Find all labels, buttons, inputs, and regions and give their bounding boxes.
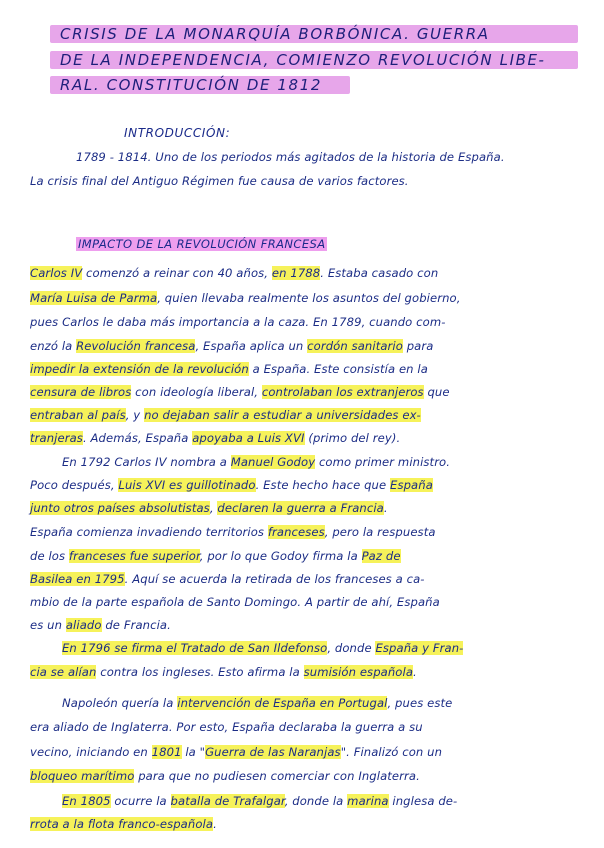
text-segment: María Luisa de Parma — [30, 291, 158, 305]
section-line — [62, 637, 463, 659]
section-line — [62, 451, 450, 473]
text-segment: inglesa de- — [388, 794, 458, 808]
text-segment: 1801 — [151, 745, 182, 759]
text-segment: no dejaban salir a estudiar a universidades ex- — [144, 408, 421, 422]
text-segment: marina — [347, 794, 389, 808]
section-line — [30, 521, 436, 543]
section-line — [30, 381, 450, 403]
text-segment: impedir la extensión de la revolución — [30, 362, 249, 376]
text-segment: entraban al país — [30, 408, 126, 422]
text-segment: , quien llevaba realmente los asuntos del gobierno, — [157, 291, 461, 305]
section-line — [30, 591, 440, 613]
text-segment: . Estaba casado con — [320, 266, 439, 280]
section-line — [30, 741, 442, 763]
title-line-1: CRISIS DE LA MONARQUÍA BORBÓNICA. GUERRA — [60, 25, 490, 43]
section-line — [30, 358, 428, 380]
section-line — [30, 474, 433, 496]
section-line — [30, 545, 401, 567]
text-segment: de los — [30, 549, 69, 563]
section-line — [30, 404, 421, 426]
text-segment: de Francia. — [101, 618, 171, 632]
text-segment: vecino, iniciando en — [30, 745, 152, 759]
text-segment: Luis XVI es guillotinado — [118, 478, 256, 492]
text-segment: censura de libros — [30, 385, 132, 399]
text-segment: ocurre la — [110, 794, 171, 808]
text-segment: , donde la — [284, 794, 348, 808]
text-segment: franceses — [267, 525, 325, 539]
text-segment: sumisión española — [303, 665, 414, 679]
text-segment: intervención de España en Portugal — [177, 696, 388, 710]
text-segment: a España. Este consistía en la — [248, 362, 428, 376]
text-segment: En 1805 — [62, 794, 111, 808]
text-segment: España y Fran- — [375, 641, 464, 655]
text-segment: , por lo que Godoy firma la — [199, 549, 362, 563]
section-line — [30, 287, 461, 309]
text-segment: enzó la — [30, 339, 77, 353]
text-segment: la " — [181, 745, 206, 759]
text-segment: . Además, España — [82, 431, 193, 445]
intro-line-2: La crisis final del Antiguo Régimen fue causa de varios factores. — [30, 174, 409, 188]
text-segment: Basilea en 1795 — [30, 572, 125, 586]
text-segment: con ideología liberal, — [131, 385, 262, 399]
text-segment: . — [383, 501, 388, 515]
text-segment: controlaban los extranjeros — [261, 385, 424, 399]
text-segment: para que no pudiesen comerciar con Inglaterra. — [134, 769, 420, 783]
text-segment: mbio de la parte española de Santo Domingo. A partir de ahí, España — [30, 595, 440, 609]
section-line — [30, 427, 400, 449]
text-segment: . Este hecho hace que — [255, 478, 391, 492]
text-segment: España — [390, 478, 433, 492]
text-segment: , pero la respuesta — [324, 525, 436, 539]
section-line — [62, 790, 457, 812]
text-segment: , España aplica un — [195, 339, 308, 353]
intro-heading: INTRODUCCIÓN: — [124, 126, 231, 140]
text-segment: España comienza invadiendo territorios — [30, 525, 268, 539]
text-segment: como primer ministro. — [315, 455, 451, 469]
text-segment: En 1792 Carlos IV nombra a — [62, 455, 231, 469]
text-segment: aliado — [65, 618, 102, 632]
text-segment: Revolución francesa — [76, 339, 196, 353]
text-segment: cia se alían — [30, 665, 97, 679]
text-segment: batalla de Trafalgar — [170, 794, 285, 808]
section-line — [62, 692, 452, 714]
text-segment: Guerra de las Naranjas — [205, 745, 341, 759]
text-segment: , — [209, 501, 218, 515]
text-segment: contra los ingleses. Esto afirma la — [96, 665, 304, 679]
text-segment: Carlos IV — [30, 266, 83, 280]
title-line-2: DE LA INDEPENDENCIA, COMIENZO REVOLUCIÓN LIBE- — [60, 51, 546, 69]
text-segment: , donde — [327, 641, 376, 655]
text-segment: (primo del rey). — [304, 431, 401, 445]
text-segment: Napoleón quería la — [62, 696, 178, 710]
section-line — [30, 614, 171, 636]
text-segment: Paz de — [361, 549, 401, 563]
text-segment: era aliado de Inglaterra. Por esto, España declaraba la guerra a su — [30, 720, 423, 734]
section-line — [30, 765, 420, 787]
text-segment: rrota a la flota franco-española — [30, 817, 214, 831]
text-segment: tranjeras — [30, 431, 83, 445]
section-line — [30, 813, 217, 835]
section-line — [30, 661, 417, 683]
text-segment: . Aquí se acuerda la retirada de los franceses a ca- — [124, 572, 425, 586]
section-line — [30, 311, 446, 333]
text-segment: comenzó a reinar con 40 años, — [82, 266, 272, 280]
section-line — [30, 497, 388, 519]
section-line — [30, 716, 423, 738]
section-line — [30, 335, 433, 357]
title-line-3: RAL. CONSTITUCIÓN DE 1812 — [60, 76, 322, 94]
text-segment: apoyaba a Luis XVI — [192, 431, 305, 445]
section-heading: IMPACTO DE LA REVOLUCIÓN FRANCESA — [78, 237, 326, 251]
text-segment: , y — [125, 408, 145, 422]
text-segment: cordón sanitario — [307, 339, 403, 353]
intro-line-1: 1789 - 1814. Uno de los periodos más agitados de la historia de España. — [76, 150, 505, 164]
text-segment: que — [423, 385, 450, 399]
text-segment: bloqueo marítimo — [30, 769, 135, 783]
text-segment: , pues este — [387, 696, 453, 710]
text-segment: junto otros países absolutistas — [30, 501, 210, 515]
text-segment: para — [402, 339, 434, 353]
text-segment: ". Finalizó con un — [340, 745, 443, 759]
text-segment: . — [413, 665, 417, 679]
text-segment: es un — [30, 618, 66, 632]
text-segment: . — [213, 817, 217, 831]
text-segment: Poco después, — [30, 478, 119, 492]
text-segment: pues Carlos le daba más importancia a la caza. En 1789, cuando com- — [30, 315, 446, 329]
text-segment: declaren la guerra a Francia — [217, 501, 384, 515]
section-line — [30, 568, 425, 590]
section-line — [30, 262, 438, 284]
text-segment: En 1796 se firma el Tratado de San Ildefonso — [62, 641, 328, 655]
text-segment: Manuel Godoy — [230, 455, 316, 469]
text-segment: en 1788 — [271, 266, 321, 280]
text-segment: franceses fue superior — [68, 549, 200, 563]
